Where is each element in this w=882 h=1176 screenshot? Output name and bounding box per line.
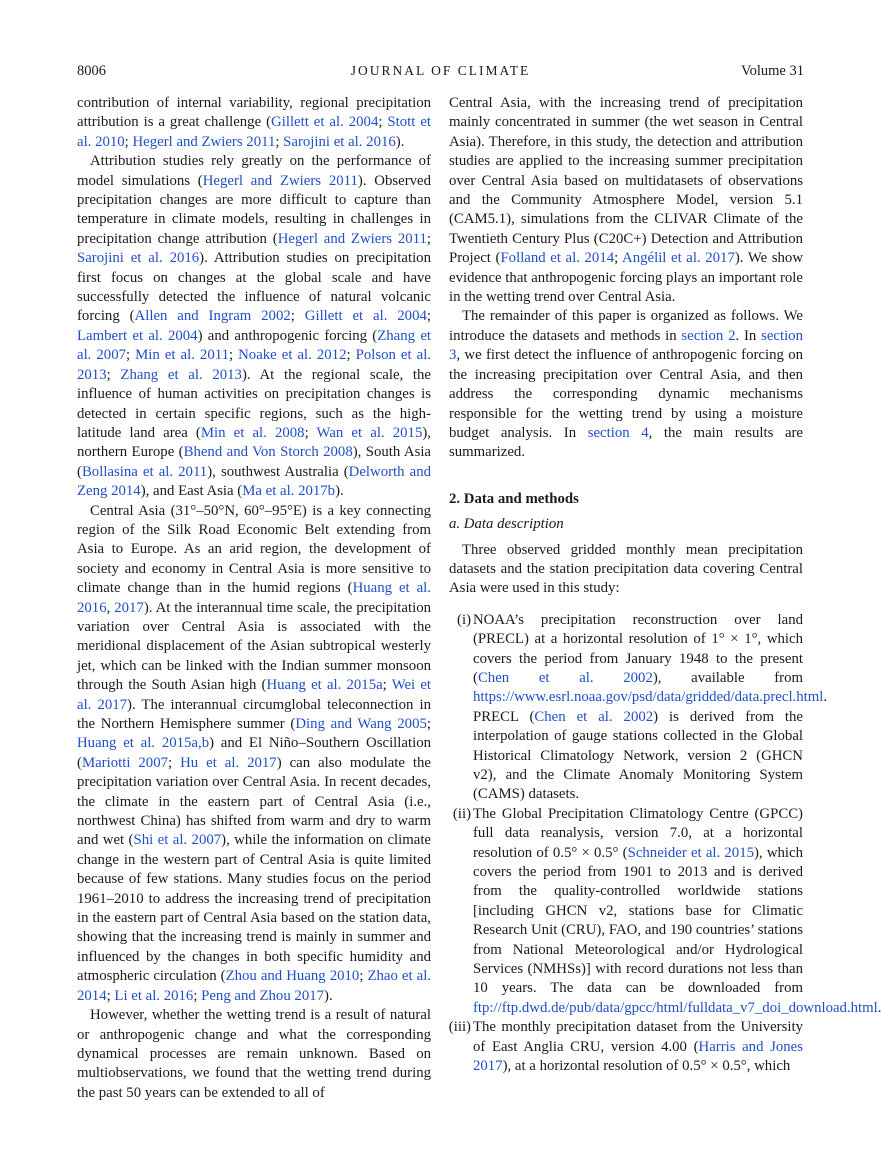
text-run: ), and East Asia ( [140,483,243,500]
text-run: ; [378,114,388,131]
text-run: . [877,999,882,1016]
text-run: ). At the interannual time scale, the precipitation variation over Central Asia is associated with the meridional displacement of the Asian subtropical westerly jet, which can be linked with the Indian summer monsoon through the South Asian high ( [77,599,432,694]
text-run: ). We show evidence that anthropogenic forcing plays an important role in the wetting trend over Central Asia. [449,250,804,306]
citation-link[interactable]: Shi et al. 2007 [133,832,222,849]
text-run: Attribution studies rely greatly on the performance of model simulations ( [77,153,431,189]
url-link[interactable]: ftp://ftp.dwd.de/pub/data/gpcc/html/fulldata_v7_doi_download.html [473,999,878,1016]
text-run: . PRECL ( [473,689,828,725]
citation-link[interactable]: Bhend and Von Storch 2008 [183,444,353,461]
text-run: . In [735,327,762,344]
text-run: ; [426,716,431,732]
citation-link[interactable]: Mariotti 2007 [81,754,168,771]
citation-link[interactable]: Ding and Wang 2005 [295,716,427,732]
citation-link[interactable]: Polson et al. 2013 [77,347,432,383]
text-run: ), southwest Australia ( [207,463,349,480]
text-run: , the main results are summarized. [449,424,804,461]
paragraph [77,502,431,1007]
list-item-text [473,1019,803,1074]
citation-link[interactable]: Angélil et al. 2017 [622,250,735,267]
citation-link[interactable]: Folland et al. 2014 [500,250,615,267]
list-item-text [473,612,827,803]
text-run: ; [359,968,368,985]
text-run: ) and El Niño–Southern Oscillation ( [77,735,431,771]
left-column [77,94,431,1103]
citation-link[interactable]: Huang et al. 2015a [266,677,383,694]
citation-link[interactable]: Harris and Jones 2017 [473,1038,803,1075]
citation-link[interactable]: section 3 [449,327,803,364]
text-run: The Global Precipitation Climatology Centre (GPCC) full data reanalysis, version 7.0, at a horizontal resolution of 0.5° × 0.5° ( [473,805,803,861]
citation-link[interactable]: Lambert et al. 2004 [77,327,198,344]
citation-link[interactable]: section 4 [587,424,649,441]
text-run: ; [168,754,181,771]
text-run: ), while the information on climate change in the western part of Central Asia is quite limited because of few stations. Many studies focus on the period 1961–2010 to address the increasing trend of precipitation in the eastern part of Central Asia based on the station data, showing that the increasing trend is mainly in summer and influenced by the changes in both specific humidity and atmospheric circulation ( [77,832,431,985]
text-run: ; [275,133,284,150]
list-item [449,1018,803,1076]
citation-link[interactable]: Wei et al. 2017 [77,677,432,713]
text-run: NOAA’s precipitation reconstruction over land (PRECL) at a horizontal resolution of 1° × 1°, which covers the period from January 1948 to the present ( [473,611,803,686]
citation-link[interactable]: Sarojini et al. 2016 [283,133,396,150]
text-run: ). [324,987,333,1004]
list-item [449,805,882,1018]
dataset-list [448,611,882,1077]
citation-link[interactable]: Bollasina et al. 2011 [81,463,208,480]
paragraph [449,94,803,307]
list-item-label: (i) [457,611,471,628]
citation-link[interactable]: Li et al. 2016 [114,987,194,1004]
text-run: ) and anthropogenic forcing ( [197,327,378,344]
section-heading: 2. Data and methods [449,490,579,507]
text-run: However, whether the wetting trend is a result of natural or anthropogenic change and what the corresponding dynamical processes are remain unknown. Based on multiobservations, we found that the wetting trend during the past 50 years can be extended to all of [77,1007,431,1101]
text-run: ). [335,483,344,500]
citation-link[interactable]: Delworth and Zeng 2014 [77,463,432,500]
text-run: ), at a horizontal resolution of 0.5° × 0.5°, which [502,1058,791,1075]
paragraph [449,307,803,462]
citation-link[interactable]: Peng and Zhou 2017 [201,987,325,1004]
citation-link[interactable]: Wan et al. 2015 [316,424,423,441]
text-run: ), northern Europe ( [77,424,431,461]
paragraph [77,1006,431,1103]
text-run: ; [193,987,202,1004]
citation-link[interactable]: Hegerl and Zwiers 2011 [277,230,427,247]
text-run: ). The interannual circumglobal teleconnection in the Northern Hemisphere summer ( [77,696,431,732]
citation-link[interactable]: Min et al. 2011 [135,347,229,364]
text-run: contribution of internal variability, regional precipitation attribution is a great challenge ( [77,95,431,131]
citation-link[interactable]: Sarojini et al. 2016 [77,250,200,267]
text-run: Central Asia (31°–50°N, 60°–95°E) is a key connecting region of the Silk Road Economic Belt extending from Asia to Europe. As an arid region, the development of society and economy in Central Asia is more sensitive to climate change than in the humid regions ( [77,502,431,597]
paragraph [77,94,431,152]
volume-label: Volume 31 [741,63,804,79]
citation-link[interactable]: Gillett et al. 2004 [271,114,379,131]
right-column [448,94,882,1077]
paragraph [77,152,431,501]
page-number: 8006 [77,63,106,79]
text-run: ; [228,347,239,364]
citation-link[interactable]: Schneider et al. 2015 [627,844,754,861]
text-run: , [106,599,115,616]
text-run: Central Asia, with the increasing trend of precipitation mainly concentrated in summer (the wet season in Central Asia). Therefore, in this study, the detection and attribution studies are applied to the increasing summer precipitation over Central Asia based on multidatasets of observations and the Community Atmosphere Model, version 5.1 (CAM5.1), simulations from the CLIVAR Climate of the Twentieth Century Plus (C20C+) Detection and Attribution Project ( [449,95,803,267]
text-run: The remainder of this paper is organized as follows. We introduce the datasets and methods in [449,308,803,344]
list-item-text [473,806,882,1016]
text-run: ; [126,347,136,364]
text-run: ), available from [652,669,803,686]
text-run: ; [426,308,431,325]
citation-link[interactable]: Zhang et al. 2007 [77,327,431,364]
text-run: ). At the regional scale, the influence of human activities on precipitation changes is detected in certain specific regions, such as the high-latitude land area ( [77,366,431,441]
text-run: ), South Asia ( [77,444,432,480]
citation-link[interactable]: Chen et al. 2002 [534,708,654,725]
citation-link[interactable]: Zhao et al. 2014 [77,968,432,1004]
text-run: ; [346,347,356,364]
list-item [449,611,828,805]
text-run: Three observed gridded monthly mean precipitation datasets and the station precipitation data covering Central Asia were used in this study: [449,541,803,597]
citation-link[interactable]: section 2 [681,327,736,344]
citation-link[interactable]: Hegerl and Zwiers 2011 [202,172,358,189]
text-run: ; [304,424,317,441]
text-run: ; [382,677,392,694]
running-header [77,63,804,83]
text-run: , we first detect the influence of anthropogenic forcing on the increasing precipitation over Central Asia, and then address the corresponding dynamic mechanisms responsible for the wetting trend by using a moisture budget analysis. In [449,347,803,441]
citation-link[interactable]: Stott et al. 2010 [77,114,431,150]
list-item-label: (iii) [448,1019,471,1036]
citation-link[interactable]: Huang et al. 2015a,b [77,735,210,752]
citation-link[interactable]: Zhang et al. 2013 [120,366,242,383]
text-run: ), which covers the period from 1901 to 2013 and is derived from the quality-controlled worldwide stations [including GHCN v2, stations base for Climatic Research Unit (CRU), FAO, and 190 countries’ stations from National Meteorological and/or Hydrological Services (NMHSs)] with record durations not less than 10 years. The data can be downloaded from [473,844,803,997]
text-run: ; [290,308,305,325]
text-run: The monthly precipitation dataset from the University of East Anglia CRU, version 4.00 ( [473,1019,803,1055]
citation-link[interactable]: Min et al. 2008 [200,424,305,441]
citation-link[interactable]: Huang et al. 2016 [77,580,431,616]
text-run: ) is derived from the interpolation of gauge stations collected in the Global Historical Climatology Network, version 2 (GHCN v2), and the Climate Anomaly Monitoring System (CAMS) datasets. [473,708,803,803]
text-run: ; [106,366,121,383]
journal-title: JOURNAL OF CLIMATE [350,63,531,78]
text-run: ). Attribution studies on precipitation first focus on changes at the global scale and have successfully detected the influence of natural volcanic forcing ( [77,250,431,325]
text-run: ). [395,133,405,150]
citation-link[interactable]: Zhou and Huang 2010 [225,968,360,985]
text-run: ; [106,987,115,1004]
citation-link[interactable]: Noake et al. 2012 [238,347,347,364]
citation-link[interactable]: 2017 [114,599,144,616]
citation-link[interactable]: Hu et al. 2017 [180,754,277,771]
citation-link[interactable]: Gillett et al. 2004 [304,308,427,325]
citation-link[interactable]: Hegerl and Zwiers 2011 [132,133,276,150]
citation-link[interactable]: Chen et al. 2002 [477,669,653,686]
text-run: ; [614,250,623,267]
list-item-label: (ii) [452,805,471,822]
text-run: ; [124,133,133,150]
text-run: ) can also modulate the precipitation variation over Central Asia. In recent decades, the climate in the eastern part of Central Asia (i.e., northwest China) has shifted from warm and dry to warm and wet ( [77,754,431,849]
citation-link[interactable]: Ma et al. 2017b [242,483,336,500]
subsection-heading: a. Data description [449,516,564,533]
url-link[interactable]: https://www.esrl.noaa.gov/psd/data/gridded/data.precl.html [473,689,824,706]
text-run: ; [426,230,431,247]
paragraph [449,541,803,599]
text-run: ). Observed precipitation changes are more difficult to capture than temperature in climate models, resulting in challenges in precipitation change attribution ( [77,172,431,247]
citation-link[interactable]: Allen and Ingram 2002 [134,308,291,325]
